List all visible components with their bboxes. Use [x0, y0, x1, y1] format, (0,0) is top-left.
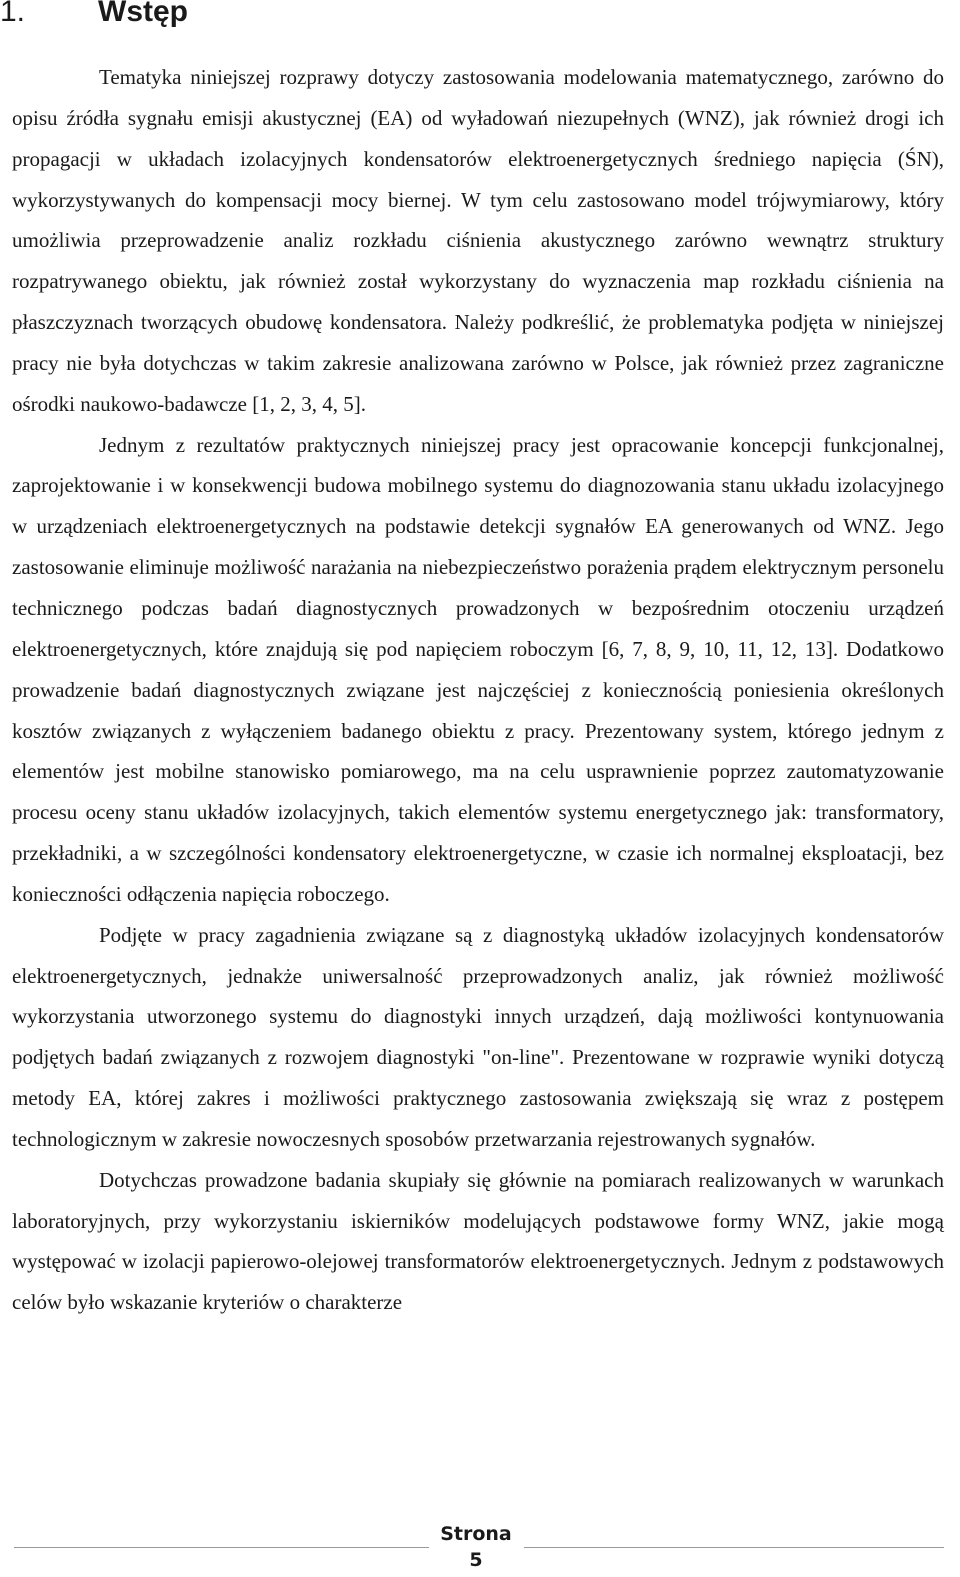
paragraph: Podjęte w pracy zagadnienia związane są z diagnostyką układów izolacyjnych kondensatorów elektroenergetycznych, jednakże uniwersalność przeprowadzonych analiz, jak również możliwość wykorzystania utworzonego systemu do diagnostyki innych urządzeń, dają możliwości kontynuowania podjętych badań związanych z rozwojem diagnostyki "on-line". Prezentowane w rozprawie wyniki dotyczą metody EA, której zakres i możliwości praktycznego zastosowania zwiększają się wraz z postępem technologicznym w zakresie nowoczesnych sposobów przetwarzania rejestrowanych sygnałów. [12, 922, 944, 1151]
section-heading [0, 0, 188, 34]
paragraph: Dotychczas prowadzone badania skupiały się głównie na pomiarach realizowanych w warunkach laboratoryjnych, przy wykorzystaniu iskierników modelujących podstawowe formy WNZ, jakie mogą występować w izolacji papierowo-olejowej transformatorów elektroenergetycznych. Jednym z podstawowych celów było wskazanie kryteriów o charakterze [12, 1167, 944, 1315]
page-number-label [430, 1521, 522, 1573]
page-number: 5 [469, 1549, 483, 1571]
page-label: Strona [440, 1523, 512, 1545]
footer-rule-left [14, 1547, 429, 1548]
footer-rule-right [524, 1547, 944, 1548]
page-footer [0, 1515, 960, 1577]
paragraph: Tematyka niniejszej rozprawy dotyczy zastosowania modelowania matematycznego, zarówno do opisu źródła sygnału emisji akustycznej (EA) od wyładowań niezupełnych (WNZ), jak również drogi ich propagacji w układach izolacyjnych kondensatorów elektroenergetycznych średniego napięcia (ŚN), wykorzystywanych do kompensacji mocy biernej. W tym celu zastosowano model trójwymiarowy, który umożliwia przeprowadzenie analiz rozkładu ciśnienia akustycznego zarówno wewnątrz struktury rozpatrywanego obiektu, jak również został wykorzystany do wyznaczenia map rozkładu ciśnienia na płaszczyznach tworzących obudowę kondensatora. Należy podkreślić, że problematyka podjęta w niniejszej pracy nie była dotychczas w takim zakresie analizowana zarówno w Polsce, jak również przez zagraniczne ośrodki naukowo-badawcze [1, 2, 3, 4, 5]. [12, 65, 944, 416]
paragraph: Jednym z rezultatów praktycznych niniejszej pracy jest opracowanie koncepcji funkcjonalnej, zaprojektowanie i w konsekwencji budowa mobilnego systemu do diagnozowania stanu układu izolacyjnego w urządzeniach elektroenergetycznych na podstawie detekcji sygnałów EA generowanych od WNZ. Jego zastosowanie eliminuje możliwość narażania na niebezpieczeństwo porażenia prądem elektrycznym personelu technicznego podczas badań diagnostycznych prowadzonych w bezpośrednim otoczeniu urządzeń elektroenergetycznych, które znajdują się pod napięciem roboczym [6, 7, 8, 9, 10, 11, 12, 13]. Dodatkowo prowadzenie badań diagnostycznych związane jest najczęściej z koniecznością poniesienia określonych kosztów związanych z wyłączeniem badanego obiektu z pracy. Prezentowany system, którego jednym z elementów jest mobilne stanowisko pomiarowego, ma na celu usprawnienie poprzez zautomatyzowanie procesu oceny stanu układów izolacyjnych, takich elementów systemu energetycznego jak: transformatory, przekładniki, a w szczególności kondensatory elektroenergetyczne, w czasie ich normalnej eksploatacji, bez konieczności odłączenia napięcia roboczego. [12, 432, 944, 906]
section-number: 1. [0, 0, 26, 28]
section-title: Wstęp [98, 0, 188, 28]
body-text [12, 57, 944, 1323]
